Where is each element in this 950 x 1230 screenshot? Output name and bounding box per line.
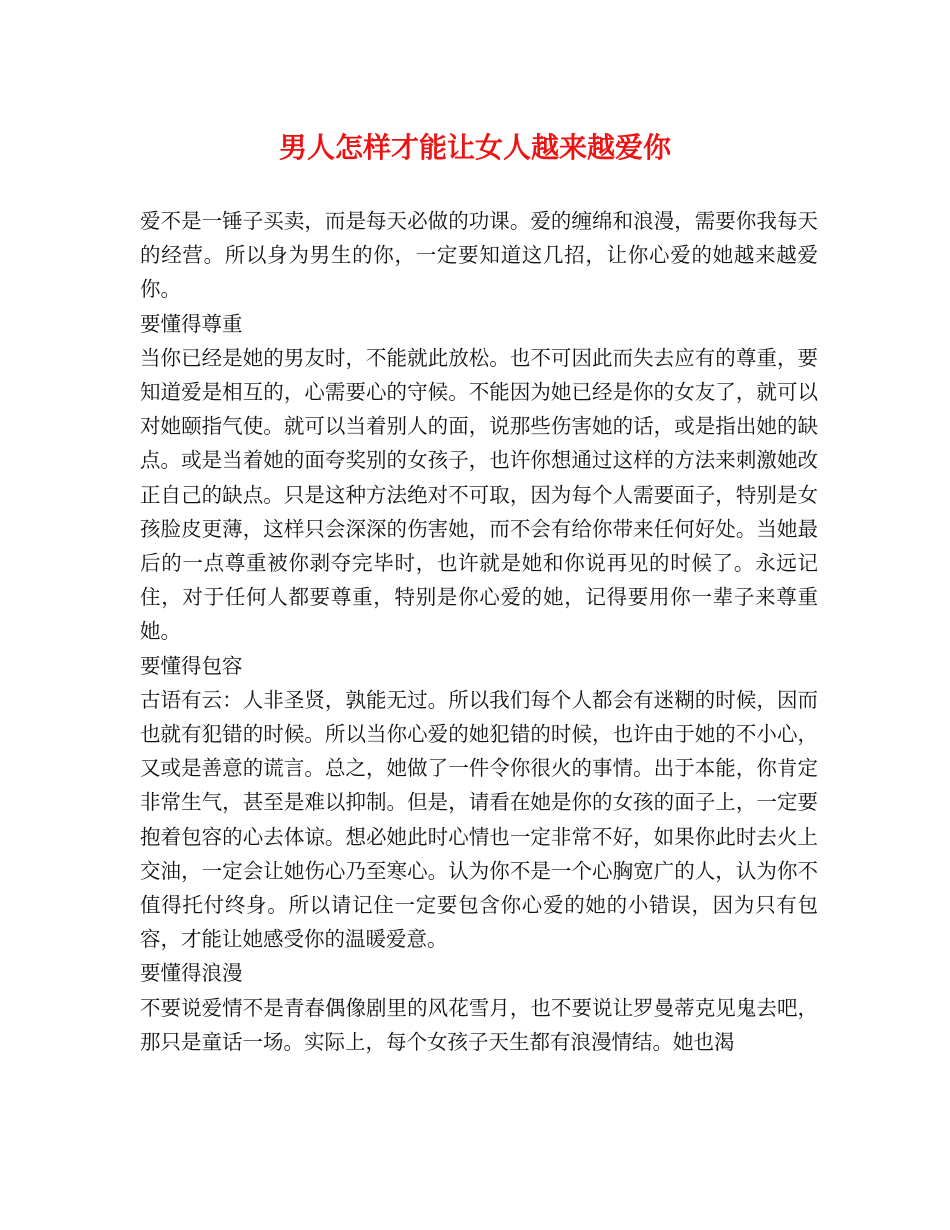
section-heading-respect: 要懂得尊重: [140, 311, 243, 336]
intro-paragraph: 爱不是一锤子买卖，而是每天必做的功课。爱的缠绵和浪漫，需要你我每天的经营。所以身为男生的你，一定要知道这几招，让你心爱的她越来越爱你。: [140, 209, 818, 302]
section-heading-romance: 要懂得浪漫: [140, 961, 243, 986]
section-body-respect: 当你已经是她的男友时，不能就此放松。也不可因此而失去应有的尊重，要知道爱是相互的，心需要心的守候。不能因为她已经是你的女友了，就可以对她颐指气使。就可以当着别人的面，说那些伤害她的话，或是指出她的缺点。或是当着她的面夸奖别的女孩子，也许你想通过这样的方法来刺激她改正自己的缺点。只是这种方法绝对不可取，因为每个人需要面子，特别是女孩脸皮更薄，这样只会深深的伤害她，而不会有给你带来任何好处。当她最后的一点尊重被你剥夺完毕时，也许就是她和你说再见的时候了。永远记住，对于任何人都要尊重，特别是你心爱的她，记得要用你一辈子来尊重她。: [140, 345, 818, 644]
section-body-tolerance: 古语有云：人非圣贤，孰能无过。所以我们每个人都会有迷糊的时候，因而也就有犯错的时候。所以当你心爱的她犯错的时候，也许由于她的不小心，又或是善意的谎言。总之，她做了一件令你很火的事情。出于本能，你肯定非常生气，甚至是难以抑制。但是，请看在她是你的女孩的面子上，一定要抱着包容的心去体谅。想必她此时心情也一定非常不好，如果你此时去火上交油，一定会让她伤心乃至寒心。认为你不是一个心胸宽广的人，认为你不值得托付终身。所以请记住一定要包含你心爱的她的小错误，因为只有包容，才能让她感受你的温暖爱意。: [140, 687, 818, 952]
document-title: 男人怎样才能让女人越来越爱你: [278, 131, 671, 164]
document-body: [140, 204, 818, 1059]
section-body-romance: 不要说爱情不是青春偶像剧里的风花雪月，也不要说让罗曼蒂克见鬼去吧，那只是童话一场。实际上，每个女孩子天生都有浪漫情结。她也渴: [140, 995, 818, 1054]
section-heading-tolerance: 要懂得包容: [140, 653, 243, 678]
